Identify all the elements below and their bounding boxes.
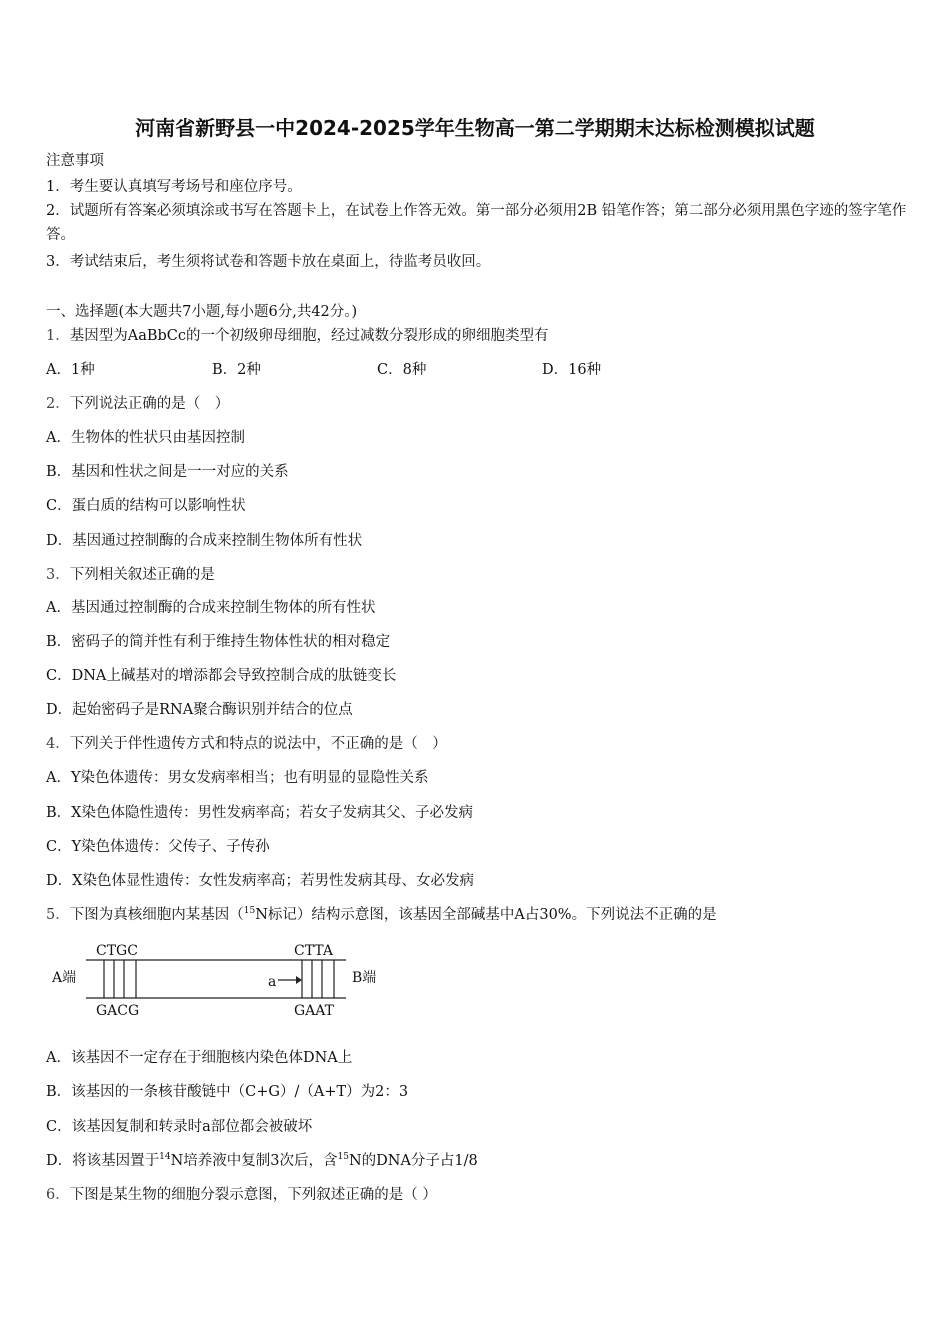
q4-option-d: D．X染色体显性遗传：女性发病率高；若男性发病其母、女必发病 (46, 873, 474, 889)
question-5 (46, 905, 910, 925)
q1-option-b: B．2种 (212, 362, 261, 378)
q2-option-b: B．基因和性状之间是一一对应的关系 (46, 464, 289, 480)
top-left-bases: CTGC (96, 943, 138, 959)
question-6 (46, 1185, 910, 1205)
gene-structure-diagram (46, 935, 406, 1025)
notice-heading: 注意事项 (46, 153, 104, 169)
question-stem: 下列关于伴性遗传方式和特点的说法中，不正确的是（ ） (69, 736, 447, 752)
q1-option-c: C．8种 (377, 362, 427, 378)
q5-option-b: B．该基因的一条核苷酸链中（C+G）/（A+T）为2：3 (46, 1084, 409, 1100)
q2-option-a: A．生物体的性状只由基因控制 (46, 430, 245, 446)
question-number: 5． (46, 907, 70, 923)
question-1 (46, 326, 910, 346)
q4-option-b: B．X染色体隐性遗传：男性发病率高；若女子发病其父、子必发病 (46, 805, 473, 821)
q4-option-a: A．Y染色体遗传：男女发病率相当；也有明显的显隐性关系 (46, 770, 429, 786)
top-right-bases: CTTA (294, 943, 333, 959)
q3-option-c: C．DNA上碱基对的增添都会导致控制合成的肽链变长 (46, 668, 397, 684)
question-2 (46, 394, 910, 414)
notice-item: 1．考生要认真填写考场号和座位序号。 (46, 179, 302, 195)
question-stem: 基因型为AaBbCc的一个初级卵母细胞，经过减数分裂形成的卵细胞类型有 (69, 328, 549, 344)
q5-option-d (46, 1151, 910, 1171)
option-text: N的DNA分子占1/8 (348, 1153, 478, 1169)
superscript: 15 (337, 1152, 349, 1163)
question-stem: 下图是某生物的细胞分裂示意图，下列叙述正确的是（ ） (69, 1187, 437, 1203)
arrow-label: a (268, 974, 277, 990)
question-number: 4． (46, 736, 70, 752)
question-number: 1． (46, 328, 70, 344)
bottom-right-bases: GAAT (294, 1003, 334, 1019)
question-stem: 下列说法正确的是（ ） (69, 396, 230, 412)
question-number: 6． (46, 1187, 70, 1203)
right-end-label: B端 (352, 970, 377, 986)
bottom-left-bases: GACG (96, 1003, 140, 1019)
q5-option-c: C．该基因复制和转录时a部位都会被破坏 (46, 1119, 313, 1135)
q1-option-d: D．16种 (542, 362, 602, 378)
left-end-label: A端 (52, 970, 77, 986)
q4-option-c: C．Y染色体遗传：父传子、子传孙 (46, 839, 270, 855)
option-text: D．将该基因置于 (46, 1153, 160, 1169)
q2-option-d: D．基因通过控制酶的合成来控制生物体所有性状 (46, 533, 363, 549)
q5-option-a: A．该基因不一定存在于细胞核内染色体DNA上 (46, 1050, 353, 1066)
question-number: 2． (46, 396, 70, 412)
question-stem: 下图为真核细胞内某基因（ (69, 907, 244, 923)
q3-option-b: B．密码子的简并性有利于维持生物体性状的相对稳定 (46, 634, 391, 650)
page-title: 河南省新野县一中2024-2025学年生物高一第二学期期末达标检测模拟试题 (135, 116, 815, 140)
notice-item: 2．试题所有答案必须填涂或书写在答题卡上，在试卷上作答无效。第一部分必须用2B 铅笔作答；第二部分必须用黑色字迹的签字笔作答。 (46, 203, 907, 243)
superscript: 14 (159, 1152, 171, 1163)
section-heading: 一、选择题(本大题共7小题,每小题6分,共42分。) (46, 304, 358, 320)
q1-option-a: A．1种 (46, 362, 95, 378)
question-stem: 下列相关叙述正确的是 (69, 567, 215, 583)
question-3 (46, 565, 910, 585)
question-4 (46, 734, 910, 754)
question-number: 3． (46, 567, 70, 583)
option-text: N培养液中复制3次后，含 (170, 1153, 338, 1169)
question-stem-cont: N标记）结构示意图，该基因全部碱基中A占30%。下列说法不正确的是 (255, 907, 717, 923)
notice-item: 3．考试结束后，考生须将试卷和答题卡放在桌面上，待监考员收回。 (46, 254, 491, 270)
q3-option-d: D．起始密码子是RNA聚合酶识别并结合的位点 (46, 702, 353, 718)
q2-option-c: C．蛋白质的结构可以影响性状 (46, 498, 246, 514)
arrow-head-icon (296, 976, 302, 984)
superscript: 15 (243, 906, 256, 917)
q3-option-a: A．基因通过控制酶的合成来控制生物体的所有性状 (46, 600, 376, 616)
